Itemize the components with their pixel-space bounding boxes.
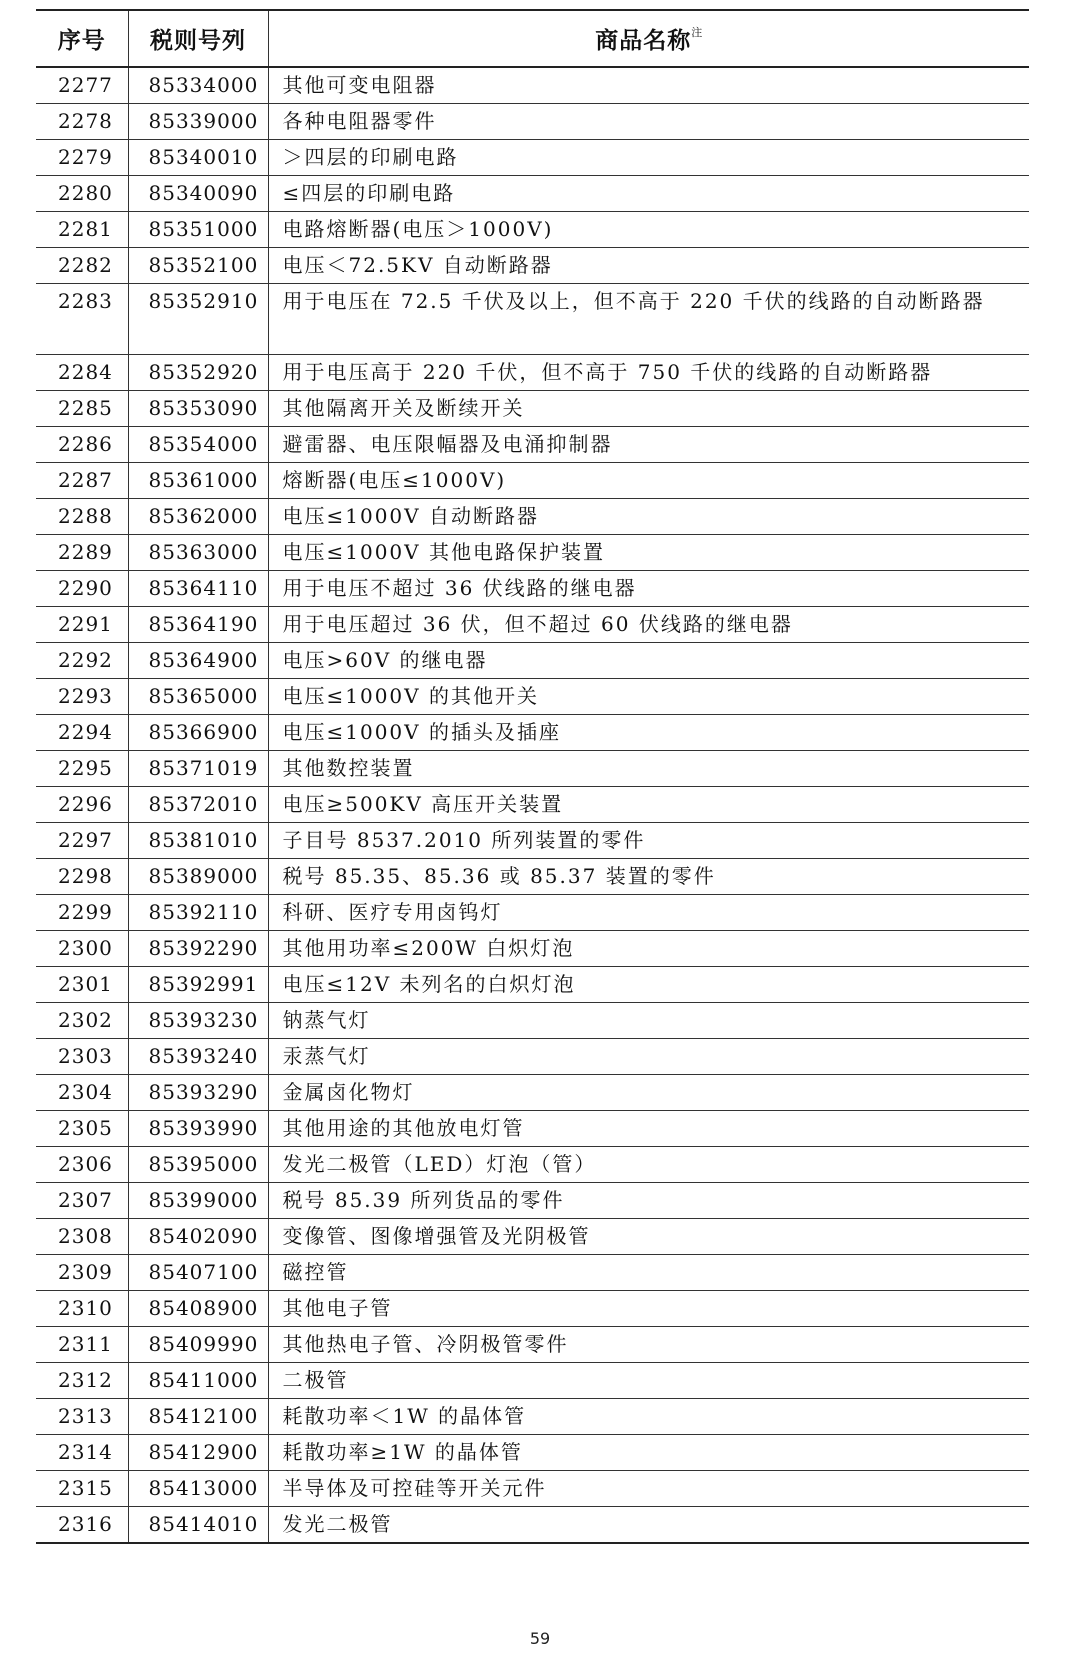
cell-product-name: 耗散功率＜1W 的晶体管 <box>268 1399 1029 1435</box>
table-row <box>36 1435 1029 1471</box>
table-row <box>36 823 1029 859</box>
cell-serial-number: 2283 <box>36 284 128 355</box>
cell-tariff-code: 85381010 <box>128 823 268 859</box>
table-row <box>36 535 1029 571</box>
table-row <box>36 1219 1029 1255</box>
cell-product-name: 各种电阻器零件 <box>268 104 1029 140</box>
cell-tariff-code: 85395000 <box>128 1147 268 1183</box>
cell-serial-number: 2308 <box>36 1219 128 1255</box>
cell-tariff-code: 85393290 <box>128 1075 268 1111</box>
cell-serial-number: 2277 <box>36 67 128 104</box>
cell-serial-number: 2280 <box>36 176 128 212</box>
cell-product-name: 耗散功率≥1W 的晶体管 <box>268 1435 1029 1471</box>
cell-tariff-code: 85411000 <box>128 1363 268 1399</box>
table-row <box>36 1291 1029 1327</box>
cell-tariff-code: 85352100 <box>128 248 268 284</box>
header-tariff-code: 税则号列 <box>128 10 268 67</box>
cell-serial-number: 2294 <box>36 715 128 751</box>
cell-product-name: 变像管、图像增强管及光阴极管 <box>268 1219 1029 1255</box>
table-row <box>36 1039 1029 1075</box>
cell-serial-number: 2299 <box>36 895 128 931</box>
cell-product-name: 税号 85.35、85.36 或 85.37 装置的零件 <box>268 859 1029 895</box>
cell-product-name: 用于电压在 72.5 千伏及以上，但不高于 220 千伏的线路的自动断路器 <box>268 284 1029 355</box>
cell-serial-number: 2296 <box>36 787 128 823</box>
header-serial-number: 序号 <box>36 10 128 67</box>
cell-product-name: 其他可变电阻器 <box>268 67 1029 104</box>
table-row <box>36 212 1029 248</box>
cell-tariff-code: 85392290 <box>128 931 268 967</box>
cell-serial-number: 2285 <box>36 391 128 427</box>
tariff-table <box>36 9 1029 1544</box>
table-row <box>36 1363 1029 1399</box>
table-row <box>36 463 1029 499</box>
cell-product-name: 电压＜72.5KV 自动断路器 <box>268 248 1029 284</box>
cell-product-name: 避雷器、电压限幅器及电涌抑制器 <box>268 427 1029 463</box>
cell-product-name: 金属卤化物灯 <box>268 1075 1029 1111</box>
cell-product-name: ＞四层的印刷电路 <box>268 140 1029 176</box>
cell-serial-number: 2278 <box>36 104 128 140</box>
cell-product-name: 发光二极管（LED）灯泡（管） <box>268 1147 1029 1183</box>
table-row <box>36 895 1029 931</box>
cell-tariff-code: 85392991 <box>128 967 268 1003</box>
cell-tariff-code: 85340090 <box>128 176 268 212</box>
cell-serial-number: 2292 <box>36 643 128 679</box>
cell-product-name: 半导体及可控硅等开关元件 <box>268 1471 1029 1507</box>
cell-serial-number: 2310 <box>36 1291 128 1327</box>
page-number: 59 <box>529 1629 551 1648</box>
cell-serial-number: 2281 <box>36 212 128 248</box>
cell-tariff-code: 85371019 <box>128 751 268 787</box>
table-row <box>36 967 1029 1003</box>
cell-serial-number: 2316 <box>36 1507 128 1544</box>
table-row <box>36 751 1029 787</box>
cell-product-name: 其他隔离开关及断续开关 <box>268 391 1029 427</box>
table-row <box>36 1327 1029 1363</box>
table-row <box>36 787 1029 823</box>
cell-product-name: 电压≤1000V 的插头及插座 <box>268 715 1029 751</box>
cell-serial-number: 2311 <box>36 1327 128 1363</box>
cell-tariff-code: 85352910 <box>128 284 268 355</box>
cell-product-name: 其他电子管 <box>268 1291 1029 1327</box>
table-row <box>36 284 1029 355</box>
cell-product-name: 其他用功率≤200W 白炽灯泡 <box>268 931 1029 967</box>
cell-tariff-code: 85340010 <box>128 140 268 176</box>
cell-serial-number: 2297 <box>36 823 128 859</box>
cell-tariff-code: 85334000 <box>128 67 268 104</box>
cell-serial-number: 2303 <box>36 1039 128 1075</box>
cell-serial-number: 2284 <box>36 355 128 391</box>
cell-tariff-code: 85365000 <box>128 679 268 715</box>
cell-serial-number: 2290 <box>36 571 128 607</box>
cell-serial-number: 2309 <box>36 1255 128 1291</box>
cell-product-name: 用于电压超过 36 伏，但不超过 60 伏线路的继电器 <box>268 607 1029 643</box>
cell-serial-number: 2282 <box>36 248 128 284</box>
cell-product-name: 其他数控装置 <box>268 751 1029 787</box>
cell-tariff-code: 85364900 <box>128 643 268 679</box>
cell-product-name: ≤四层的印刷电路 <box>268 176 1029 212</box>
cell-tariff-code: 85389000 <box>128 859 268 895</box>
table-row <box>36 715 1029 751</box>
cell-product-name: 电压≤1000V 自动断路器 <box>268 499 1029 535</box>
table-row <box>36 1147 1029 1183</box>
table-row <box>36 140 1029 176</box>
cell-product-name: 二极管 <box>268 1363 1029 1399</box>
cell-tariff-code: 85407100 <box>128 1255 268 1291</box>
cell-serial-number: 2295 <box>36 751 128 787</box>
cell-serial-number: 2287 <box>36 463 128 499</box>
table-row <box>36 104 1029 140</box>
cell-tariff-code: 85352920 <box>128 355 268 391</box>
cell-tariff-code: 85393240 <box>128 1039 268 1075</box>
cell-serial-number: 2314 <box>36 1435 128 1471</box>
cell-product-name: 磁控管 <box>268 1255 1029 1291</box>
table-row <box>36 427 1029 463</box>
table-row <box>36 355 1029 391</box>
cell-serial-number: 2288 <box>36 499 128 535</box>
cell-tariff-code: 85412100 <box>128 1399 268 1435</box>
cell-serial-number: 2298 <box>36 859 128 895</box>
tariff-table-container <box>36 9 1029 1544</box>
table-row <box>36 67 1029 104</box>
cell-serial-number: 2289 <box>36 535 128 571</box>
cell-product-name: 科研、医疗专用卤钨灯 <box>268 895 1029 931</box>
table-row <box>36 1255 1029 1291</box>
table-row <box>36 1399 1029 1435</box>
cell-serial-number: 2291 <box>36 607 128 643</box>
cell-product-name: 电压≤1000V 的其他开关 <box>268 679 1029 715</box>
cell-tariff-code: 85339000 <box>128 104 268 140</box>
cell-product-name: 电路熔断器(电压＞1000V) <box>268 212 1029 248</box>
cell-tariff-code: 85364110 <box>128 571 268 607</box>
table-row <box>36 679 1029 715</box>
cell-serial-number: 2304 <box>36 1075 128 1111</box>
cell-tariff-code: 85372010 <box>128 787 268 823</box>
table-row <box>36 1471 1029 1507</box>
cell-product-name: 用于电压高于 220 千伏，但不高于 750 千伏的线路的自动断路器 <box>268 355 1029 391</box>
cell-serial-number: 2315 <box>36 1471 128 1507</box>
cell-tariff-code: 85393990 <box>128 1111 268 1147</box>
table-row <box>36 643 1029 679</box>
table-body <box>36 67 1029 1543</box>
cell-tariff-code: 85361000 <box>128 463 268 499</box>
table-row <box>36 391 1029 427</box>
cell-tariff-code: 85364190 <box>128 607 268 643</box>
cell-product-name: 汞蒸气灯 <box>268 1039 1029 1075</box>
cell-serial-number: 2306 <box>36 1147 128 1183</box>
cell-tariff-code: 85363000 <box>128 535 268 571</box>
cell-product-name: 熔断器(电压≤1000V) <box>268 463 1029 499</box>
table-row <box>36 248 1029 284</box>
cell-serial-number: 2300 <box>36 931 128 967</box>
cell-product-name: 电压>60V 的继电器 <box>268 643 1029 679</box>
cell-serial-number: 2301 <box>36 967 128 1003</box>
cell-product-name: 其他热电子管、冷阴极管零件 <box>268 1327 1029 1363</box>
cell-product-name: 电压≤1000V 其他电路保护装置 <box>268 535 1029 571</box>
cell-tariff-code: 85412900 <box>128 1435 268 1471</box>
table-row <box>36 571 1029 607</box>
table-row <box>36 176 1029 212</box>
table-row <box>36 499 1029 535</box>
cell-serial-number: 2302 <box>36 1003 128 1039</box>
cell-tariff-code: 85408900 <box>128 1291 268 1327</box>
cell-serial-number: 2279 <box>36 140 128 176</box>
table-row <box>36 1183 1029 1219</box>
table-row <box>36 607 1029 643</box>
header-note-mark: 注 <box>691 26 703 39</box>
cell-serial-number: 2293 <box>36 679 128 715</box>
cell-tariff-code: 85392110 <box>128 895 268 931</box>
table-row <box>36 1111 1029 1147</box>
table-row <box>36 1507 1029 1544</box>
cell-tariff-code: 85413000 <box>128 1471 268 1507</box>
cell-tariff-code: 85409990 <box>128 1327 268 1363</box>
cell-tariff-code: 85393230 <box>128 1003 268 1039</box>
cell-tariff-code: 85414010 <box>128 1507 268 1544</box>
table-row <box>36 1075 1029 1111</box>
table-header-row <box>36 10 1029 67</box>
cell-product-name: 用于电压不超过 36 伏线路的继电器 <box>268 571 1029 607</box>
table-row <box>36 931 1029 967</box>
cell-product-name: 税号 85.39 所列货品的零件 <box>268 1183 1029 1219</box>
cell-tariff-code: 85402090 <box>128 1219 268 1255</box>
cell-product-name: 电压≤12V 未列名的白炽灯泡 <box>268 967 1029 1003</box>
header-product-name: 商品名称$^注$ <box>268 10 1029 67</box>
cell-tariff-code: 85362000 <box>128 499 268 535</box>
cell-product-name: 发光二极管 <box>268 1507 1029 1544</box>
cell-tariff-code: 85351000 <box>128 212 268 248</box>
cell-product-name: 电压≥500KV 高压开关装置 <box>268 787 1029 823</box>
cell-serial-number: 2312 <box>36 1363 128 1399</box>
cell-product-name: 其他用途的其他放电灯管 <box>268 1111 1029 1147</box>
cell-tariff-code: 85366900 <box>128 715 268 751</box>
table-row <box>36 1003 1029 1039</box>
cell-serial-number: 2286 <box>36 427 128 463</box>
cell-serial-number: 2305 <box>36 1111 128 1147</box>
table-row <box>36 859 1029 895</box>
cell-tariff-code: 85399000 <box>128 1183 268 1219</box>
cell-product-name: 子目号 8537.2010 所列装置的零件 <box>268 823 1029 859</box>
cell-serial-number: 2313 <box>36 1399 128 1435</box>
cell-tariff-code: 85353090 <box>128 391 268 427</box>
cell-serial-number: 2307 <box>36 1183 128 1219</box>
cell-product-name: 钠蒸气灯 <box>268 1003 1029 1039</box>
cell-tariff-code: 85354000 <box>128 427 268 463</box>
